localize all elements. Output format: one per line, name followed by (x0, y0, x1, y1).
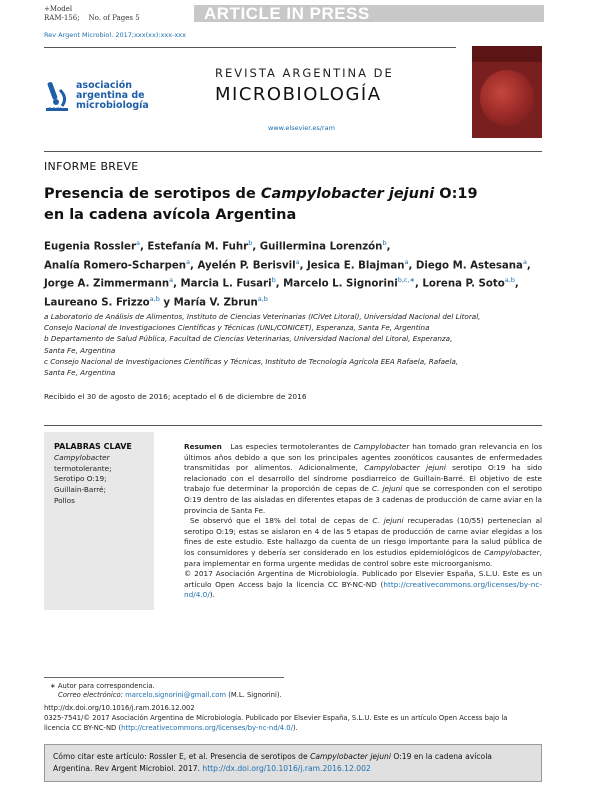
author-line-3: Jorge A. Zimmermann$^a$, Marcia L. Fusari$^b$, Marcelo L. Signorini$^{b,c,∗}$, Lorena P. Soto$^{a,b}$, (44, 276, 519, 290)
cite-line-1: Cómo citar este artículo: Rossler E, et al. Presencia de serotipos de Campylobacter jejuni O:19 en la cadena avícola (53, 752, 492, 761)
keywords-heading: PALABRAS CLAVE (54, 442, 132, 451)
logo-text-2: argentina de (76, 90, 145, 101)
abstract-paragraph-1: Resumen Las especies termotolerantes de Campylobacter han tomado gran relevancia en los últimos años debido a que son los principales agentes zoonóticos causantes de enfermedades transmitidas por alimentos. Adicionalmente, Campylobacter jejuni serotipo O:19 ha sido relacionado con el desarrollo del síndrome posdiarreico de Guillain-Barré. El objetivo de este trabajo fue determinar la proporción de cepas de C. jejuni que se corresponden con el serotipo O:19 dentro de las aisladas en diferentes etapas de 3 cadenas de producción de carne aviar en la provincia de Santa Fe. (184, 442, 542, 515)
received-dates: Recibido el 30 de agosto de 2016; aceptado el 6 de diciembre de 2016 (44, 392, 307, 401)
ram-code: RAM-156; (44, 14, 80, 22)
abstract-copyright: © 2017 Asociación Argentina de Microbiología. Publicado por Elsevier España, S.L.U. Este es un artículo Open Access bajo la licencia CC BY-NC-ND (http://creativecommons.org/licenses/by-nc-nd/4.0/). (184, 569, 542, 600)
affiliation-c-line-2: Santa Fe, Argentina (44, 368, 116, 378)
correspondence-email-line: Correo electrónico: marcelo.signorini@gmail.com (M.L. Signorini). (58, 691, 282, 699)
affiliation-b-line-1: b Departamento de Salud Pública, Facultad de Ciencias Veterinarias, Universidad Nacional del Litoral, Esperanza, (44, 334, 453, 344)
journal-title (215, 66, 415, 105)
page-count: No. of Pages 5 (88, 14, 140, 22)
article-header-bar (44, 5, 544, 23)
logo-text-3: microbiología (76, 100, 149, 111)
keyword-3: Guillain-Barré; (54, 485, 106, 495)
affiliation-a-line-1: a Laboratorio de Análisis de Alimentos, Instituto de Ciencias Veterinarias (ICiVet Litoral), Universidad Nacional del Litoral, (44, 312, 481, 321)
keyword-1b: termotolerante; (54, 463, 112, 473)
correspondence-note: ∗ Autor para correspondencia. (50, 682, 155, 690)
footnote-divider (44, 677, 284, 678)
abstract (184, 442, 542, 601)
author-line-4: Laureano S. Frizzo$^{a,b}$ y María V. Zbrun$^{a,b}$ (44, 295, 268, 309)
logo-abbr: aam (48, 106, 63, 113)
journal-citation-line[interactable]: Rev Argent Microbiol. 2017;xxx(xx):xxx-xxx (44, 31, 186, 39)
model-label: +Model (44, 5, 73, 13)
author-line-2: Analía Romero-Scharpen$^a$, Ayelén P. Berisvil$^a$, Jesica E. Blajman$^a$, Diego M. Astesana$^a$, (44, 257, 531, 272)
abstract-divider (44, 425, 542, 426)
article-section-label: INFORME BREVE (44, 160, 139, 173)
author-line-1: Eugenia Rossler$^a$, Estefanía M. Fuhr$^b$, Guillermina Lorenzón$^b$, (44, 239, 391, 253)
article-in-press-banner: ARTICLE IN PRESS (194, 5, 544, 22)
keyword-1a: Campylobacter (54, 453, 110, 462)
keywords-box (44, 432, 154, 610)
journal-title-small: REVISTA ARGENTINA DE (215, 66, 394, 80)
email-link[interactable]: marcelo.signorini@gmail.com (125, 691, 227, 699)
logo-text-1: asociación (76, 80, 133, 91)
keyword-4: Pollos (54, 495, 75, 505)
footer-license-link[interactable]: http://creativecommons.org/licenses/by-nc-nd/4.0/ (121, 724, 293, 732)
affiliation-c-line-1: c Consejo Nacional de Investigaciones Científicas y Técnicas, Instituto de Tecnología Agrícola EEA Rafaela, Rafaela, (44, 356, 459, 366)
cite-doi-link[interactable]: http://dx.doi.org/10.1016/j.ram.2016.12.002 (202, 764, 371, 773)
license-line-1: 0325-7541/© 2017 Asociación Argentina de Microbiología. Publicado por Elsevier España, S.L.U. Este es un artículo Open Access bajo la (44, 714, 508, 722)
affiliation-a-line-2: Consejo Nacional de Investigaciones Científicas y Técnicas (UNL/CONICET), Esperanza, Santa Fe, Argentina (44, 323, 430, 333)
affiliations (44, 311, 544, 378)
abstract-paragraph-2: Se observó que el 18% del total de cepas de C. jejuni recuperadas (10/55) pertenecían al serotipo O:19; estas se aislaron en 4 de las 5 etapas de producción de carne aviar elegidas a los fines de este estudio. Este hallazgo da cuenta de un riesgo importante para la salud pública de los consumidores y debería ser considerado en los estudios epidemiológicos de Campylobacter, para implementar en forma urgente medidas de control sobre este microorganismo. (184, 516, 543, 568)
license-line-2: licencia CC BY-NC-ND (http://creativecommons.org/licenses/by-nc-nd/4.0/). (44, 724, 298, 732)
keyword-2: Serotipo O:19; (54, 474, 107, 484)
journal-cover-image (472, 46, 542, 138)
masthead-divider (44, 151, 542, 152)
journal-url-link[interactable]: www.elsevier.es/ram (268, 124, 335, 132)
how-to-cite-box (44, 744, 542, 782)
affiliation-b-line-2: Santa Fe, Argentina (44, 345, 116, 355)
license-link[interactable]: http://creativecommons.org/licenses/by-nc-nd/4.0/ (184, 579, 542, 600)
article-title: Presencia de serotipos de Campylobacter jejuni O:19 en la cadena avícola Argentina (44, 186, 478, 223)
author-list (44, 236, 549, 311)
pages-label (44, 14, 140, 22)
journal-title-big: MICROBIOLOGÍA (215, 84, 382, 105)
header-divider (44, 47, 456, 48)
doi-link[interactable]: http://dx.doi.org/10.1016/j.ram.2016.12.002 (44, 704, 195, 712)
society-logo (44, 76, 154, 116)
cite-line-2: Argentina. Rev Argent Microbiol. 2017. http://dx.doi.org/10.1016/j.ram.2016.12.002 (53, 764, 371, 773)
